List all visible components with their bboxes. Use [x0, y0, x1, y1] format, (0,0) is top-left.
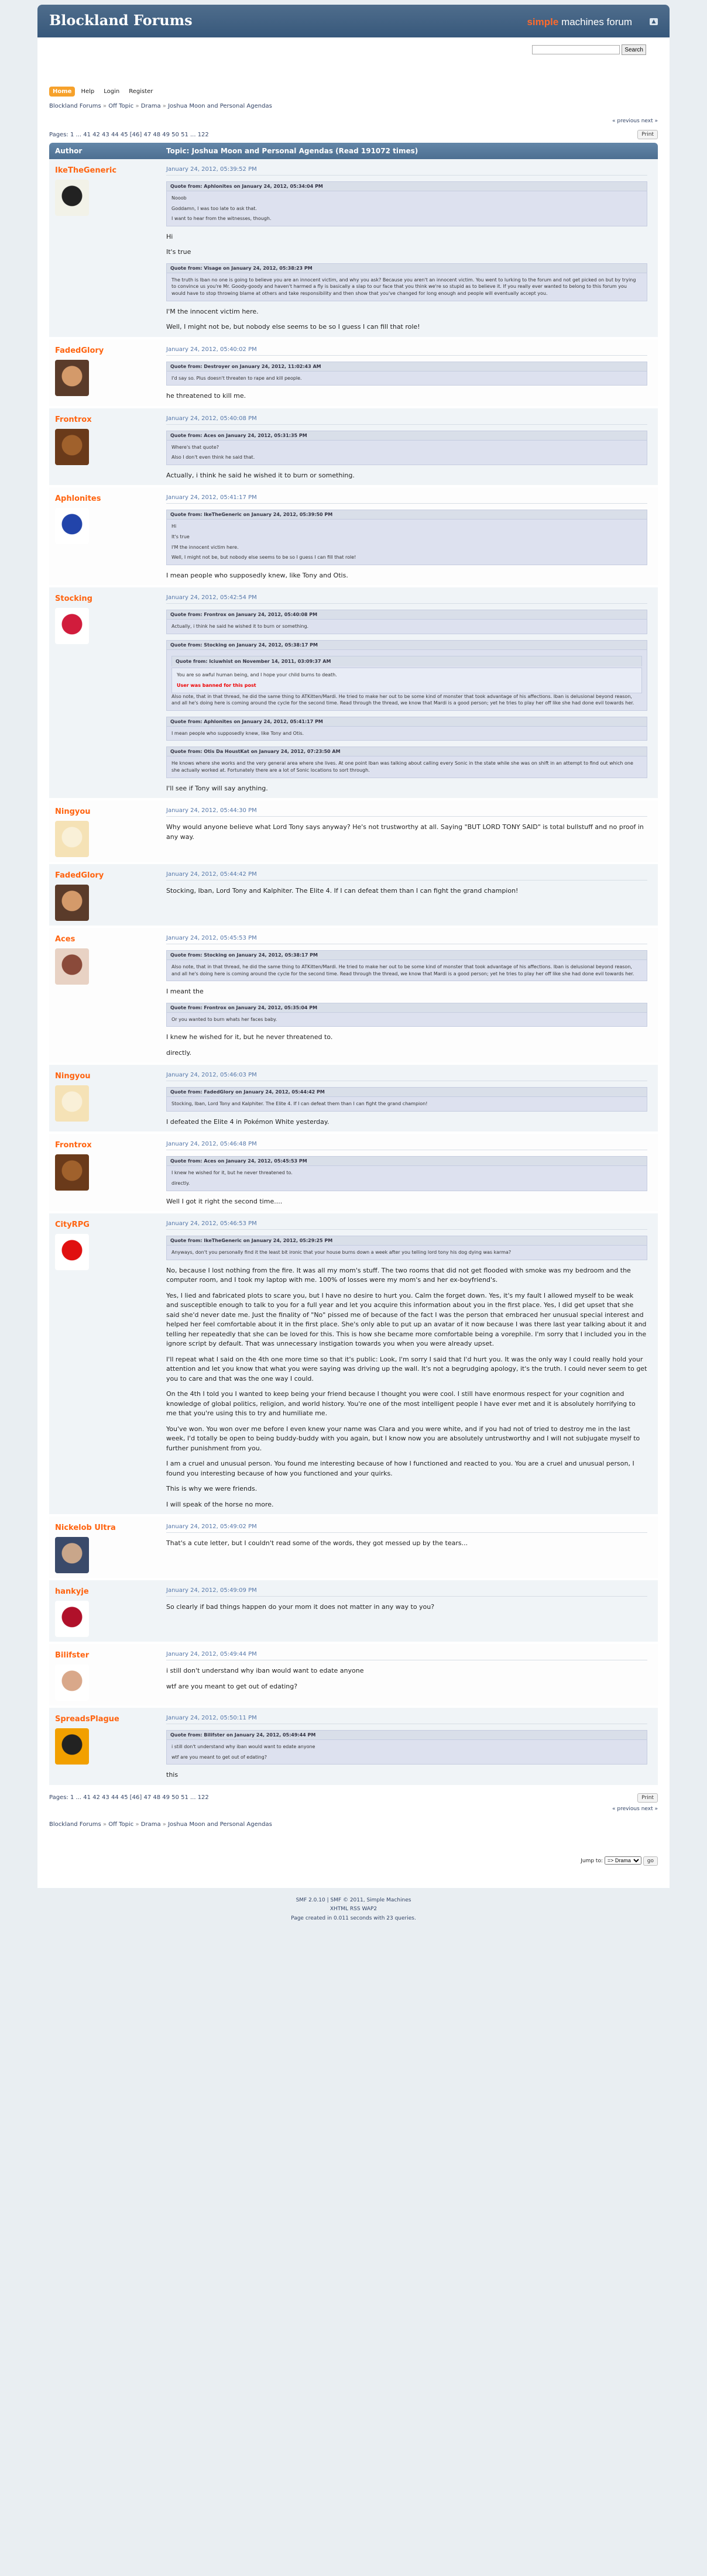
- breadcrumb-link[interactable]: Joshua Moon and Personal Agendas: [168, 103, 272, 109]
- prev-next-link[interactable]: « previous next »: [612, 118, 658, 124]
- post-text: he threatened to kill me.: [166, 392, 246, 400]
- quote-text: It's true: [171, 534, 190, 539]
- main-menu: [49, 87, 156, 97]
- post-body: [166, 805, 652, 857]
- quote-header[interactable]: Quote from: Frontrox on January 24, 2012, 05:40:08 PM: [166, 610, 647, 619]
- post-date[interactable]: January 24, 2012, 05:44:42 PM: [166, 871, 647, 881]
- quote-header[interactable]: Quote from: Aces on January 24, 2012, 05:31:35 PM: [166, 431, 647, 440]
- post: [49, 587, 658, 800]
- poster-info: [55, 164, 166, 332]
- post-body: [166, 1649, 652, 1701]
- post: [49, 800, 658, 864]
- poster-info: [55, 413, 166, 481]
- quote-text: Where's that quote?: [171, 444, 219, 450]
- post-body: [166, 1521, 652, 1573]
- avatar: [55, 1537, 89, 1573]
- post-text: Hi: [166, 232, 173, 240]
- post-body: [166, 1585, 652, 1637]
- poster-name[interactable]: Aces: [55, 935, 75, 944]
- post-text: I meant the: [166, 988, 204, 996]
- post: [49, 1134, 658, 1213]
- post-text: wtf are you meant to get out of edating?: [166, 1682, 298, 1690]
- poster-name[interactable]: Frontrox: [55, 1141, 92, 1150]
- quote-box: [166, 1096, 647, 1112]
- poster-name[interactable]: Nickelob Ultra: [55, 1523, 116, 1533]
- quote-text: You are so awful human being, and I hope your child burns to death.: [177, 672, 337, 678]
- quote-box: [171, 668, 642, 693]
- avatar: [55, 1085, 89, 1122]
- post: [49, 1065, 658, 1134]
- avatar: [55, 948, 89, 985]
- quote-box: [166, 1739, 647, 1765]
- post-date[interactable]: January 24, 2012, 05:46:03 PM: [166, 1072, 647, 1081]
- quote-text: wtf are you meant to get out of edating?: [171, 1754, 267, 1760]
- post-date[interactable]: January 24, 2012, 05:44:30 PM: [166, 807, 647, 817]
- quote-box: [166, 619, 647, 634]
- post-date[interactable]: January 24, 2012, 05:49:09 PM: [166, 1587, 647, 1597]
- post-text: I will speak of the horse no more.: [166, 1500, 274, 1508]
- quote-text: Nooob: [171, 195, 187, 201]
- quote-text: Also note, that in that thread, he did the same thing to ATKitten/Mardi. He tried to make her out to be some kind of monster that took advantage of his affections. Iban is delusional beyond reason, and all he's doing here is coming around the cycle for the second time. Read through the thread, we know that Mardi is a good person; yet he tries to play her off like she had done evil towards her.: [171, 964, 634, 976]
- smf-logo: simple machines forum: [527, 16, 632, 27]
- footer: SMF 2.0.10 | SMF © 2011, Simple Machines XHTML RSS WAP2 Page created in 0.011 seconds with 23 queries.: [291, 1897, 416, 1921]
- post-date[interactable]: January 24, 2012, 05:46:48 PM: [166, 1141, 647, 1150]
- post-text: i still don't understand why iban would want to edate anyone: [166, 1667, 364, 1675]
- poster-name[interactable]: FadedGlory: [55, 871, 104, 881]
- post-text: Stocking, Iban, Lord Tony and Kalphiter. The Elite 4. If I can defeat them than I can fight the grand champion!: [166, 887, 519, 895]
- post-text: Actually, i think he said he wished it to burn or something.: [166, 471, 355, 479]
- quote-box: [166, 371, 647, 386]
- breadcrumb-link[interactable]: Drama: [140, 103, 161, 109]
- search-input[interactable]: [532, 45, 620, 54]
- quote-text: I mean people who supposedly knew, like Tony and Otis.: [171, 730, 304, 736]
- avatar: [55, 508, 89, 544]
- poster-info: [55, 1521, 166, 1573]
- jump-select[interactable]: [605, 1856, 641, 1865]
- quote-header[interactable]: Quote from: Otis Da HoustKat on January 24, 2012, 07:23:50 AM: [166, 747, 647, 756]
- breadcrumb-link[interactable]: Joshua Moon and Personal Agendas: [168, 1821, 272, 1828]
- avatar: [55, 180, 89, 216]
- quote-text: Well, I might not be, but nobody else seems to be so I guess I can fill that role!: [171, 555, 356, 560]
- post-text: directly.: [166, 1048, 191, 1057]
- menu-item-home[interactable]: Home: [49, 87, 75, 97]
- quote-box: [166, 959, 647, 981]
- poster-info: [55, 1712, 166, 1780]
- quote-text: i still don't understand why iban would want to edate anyone: [171, 1744, 315, 1750]
- menu-item-login[interactable]: Login: [104, 88, 120, 95]
- quote-text: Goddamn, I was too late to ask that.: [171, 205, 257, 211]
- poster-name[interactable]: Ningyou: [55, 1072, 91, 1081]
- poster-info: [55, 1218, 166, 1509]
- post-body: [166, 1069, 652, 1127]
- quote-text: directly.: [171, 1181, 190, 1186]
- poster-info: [55, 492, 166, 580]
- post-text: That's a cute letter, but I couldn't read some of the words, they got messed up by the tears...: [166, 1539, 468, 1547]
- quote-text: Stocking, Iban, Lord Tony and Kalphiter. The Elite 4. If I can defeat them than I can fight the grand champion!: [171, 1101, 428, 1107]
- post-text: I am a cruel and unusual person. You found me interesting because of how I functioned and reacted to you. You are a cruel and unusual person, I found you interesting because of how you functioned and your quirks.: [166, 1460, 634, 1477]
- quote-header[interactable]: Quote from: IkeTheGeneric on January 24, 2012, 05:29:25 PM: [166, 1236, 647, 1245]
- jump-go-button[interactable]: go: [643, 1856, 658, 1866]
- quote-header[interactable]: Quote from: FadedGlory on January 24, 2012, 05:44:42 PM: [166, 1087, 647, 1096]
- quote-box: [166, 1165, 647, 1191]
- post-text: I'll see if Tony will say anything.: [166, 784, 268, 792]
- post-body: [166, 344, 652, 401]
- avatar: [55, 1234, 89, 1270]
- post-text: Well I got it right the second time....: [166, 1197, 283, 1205]
- quote-box: [166, 649, 647, 711]
- post-text: I'll repeat what I said on the 4th one more time so that it's public: Look, I'm sorry I said that I'd hurt you. It was the only way I could really hold your attention and let you know that what you were saying was driving up the wall. It's not a begrudging apology, it's the truth. I could never seem to get you to care and that was the one way I could.: [166, 1355, 647, 1382]
- pagination-bottom: Pages: 1 ... 41 42 43 44 45 [46] 47 48 49 50 51 ... 122 Print: [49, 1793, 658, 1803]
- collapse-icon[interactable]: ▲: [650, 18, 658, 25]
- post: [49, 1516, 658, 1580]
- avatar: [55, 429, 89, 465]
- breadcrumb-link[interactable]: Off Topic: [108, 1821, 134, 1828]
- quote-box: [166, 726, 647, 741]
- quote-header[interactable]: Quote from: Visage on January 24, 2012, 05:38:23 PM: [166, 263, 647, 273]
- quote-header[interactable]: Quote from: Aces on January 24, 2012, 05:45:53 PM: [166, 1156, 647, 1165]
- post-text: You've won. You won over me before I even knew your name was Clara and you were white, and if you had not of tried to destroy me in the last week, I'd totally be open to being buddy-buddy with you again, but I know now you are absolutely untrustworthy and I will not subjugate myself to further punishment from you.: [166, 1425, 640, 1452]
- quote-box: [166, 191, 647, 226]
- post-text: It's true: [166, 248, 191, 256]
- poster-info: [55, 1139, 166, 1206]
- poster-name[interactable]: Stocking: [55, 594, 92, 604]
- pagination-top: Pages: 1 ... 41 42 43 44 45 [46] 47 48 49 50 51 ... 122 Print: [49, 130, 658, 139]
- poster-name[interactable]: hankyje: [55, 1587, 89, 1597]
- post-list: [49, 159, 658, 1787]
- poster-info: [55, 869, 166, 921]
- poster-name[interactable]: CityRPG: [55, 1220, 90, 1230]
- print-button-bottom[interactable]: Print: [637, 1793, 658, 1803]
- quote-header[interactable]: Quote from: Aphlonites on January 24, 2012, 05:34:04 PM: [166, 181, 647, 191]
- quote-box: [166, 1245, 647, 1260]
- post-body: [166, 1218, 652, 1509]
- quote-box: [166, 519, 647, 565]
- post-text: I mean people who supposedly knew, like Tony and Otis.: [166, 571, 348, 579]
- post-text: this: [166, 1771, 179, 1779]
- topic-header: [49, 143, 658, 159]
- post-date[interactable]: January 24, 2012, 05:49:02 PM: [166, 1523, 647, 1533]
- post-text: So clearly if bad things happen do your mom it does not matter in any way to you?: [166, 1603, 435, 1611]
- breadcrumb-link[interactable]: Blockland Forums: [49, 103, 101, 109]
- quote-box: [166, 1012, 647, 1027]
- quote-text: Also note, that in that thread, he did the same thing to ATKitten/Mardi. He tried to make her out to be some kind of monster that took advantage of his affections. Iban is delusional beyond reason, and all he's doing here is coming around the cycle for the second time. Read through the thread, we know that Mardi is a good person; yet he tries to play her off like she had done evil towards her.: [171, 693, 634, 706]
- forum-title[interactable]: Blockland Forums: [49, 12, 193, 29]
- breadcrumb-link[interactable]: Drama: [140, 1821, 161, 1828]
- post-text: On the 4th I told you I wanted to keep being your friend because I thought you were cool. I still have enormous respect for your cognition and knowledge of global politics, religion, and world history. You're one of the most intelligent people I have ever met and it is absolutely horrifying to me that you're using this to try and humiliate me.: [166, 1390, 636, 1418]
- post: [49, 1644, 658, 1708]
- post-date[interactable]: January 24, 2012, 05:41:17 PM: [166, 494, 647, 504]
- post: [49, 339, 658, 408]
- poster-name[interactable]: SpreadsPlague: [55, 1715, 119, 1724]
- post-body: [166, 164, 652, 332]
- topic-title: Topic: Joshua Moon and Personal Agendas (Read 191072 times): [166, 147, 418, 155]
- post-date[interactable]: January 24, 2012, 05:46:53 PM: [166, 1220, 647, 1230]
- post: [49, 864, 658, 928]
- quote-text: Hi: [171, 524, 177, 529]
- quote-box: [166, 756, 647, 778]
- quote-header[interactable]: Quote from: Destroyer on January 24, 2012, 11:02:43 AM: [166, 362, 647, 371]
- post-date[interactable]: January 24, 2012, 05:39:52 PM: [166, 166, 647, 176]
- avatar: [55, 821, 89, 857]
- post-text: Why would anyone believe what Lord Tony says anyway? He's not trustworthy at all. Saying "BUT LORD TONY SAID" is total bullstuff and no proof in any way.: [166, 823, 644, 841]
- poster-name[interactable]: Frontrox: [55, 415, 92, 424]
- post-date[interactable]: January 24, 2012, 05:45:53 PM: [166, 935, 647, 944]
- poster-name[interactable]: Bilifster: [55, 1651, 90, 1660]
- post-body: [166, 1712, 652, 1780]
- poster-info: [55, 1069, 166, 1127]
- quote-text: The truth is Iban no one is going to believe you are an innocent victim, and why you ask? Because you aren't an innocent victim. You went to lurking to the forum and not get picked on but by trying to convince us you're Mr. Goody-goody and haven't harmed a fly is basically a slap to our face that you think we're so stupid as to believe it. If you really ever wanted to belong to this forum you would have to stop throwing blame at others and take responsibility and then show that you've changed for long enough and people will eventually accept you.: [171, 277, 636, 296]
- quote-box: [166, 273, 647, 301]
- poster-name[interactable]: Aphlonites: [55, 494, 101, 504]
- quote-text: I want to hear from the witnesses, though.: [171, 216, 272, 222]
- poster-info: [55, 805, 166, 857]
- poster-name[interactable]: Ningyou: [55, 807, 91, 817]
- breadcrumb-link[interactable]: Blockland Forums: [49, 1821, 101, 1828]
- quote-text: Anyways, don't you personally find it the least bit ironic that your house burns down a week after you telling lord tony his dog dying was karma?: [171, 1250, 512, 1256]
- page-list-bottom[interactable]: 1 ... 41 42 43 44 45 [46] 47 48 49 50 51 ... 122: [70, 1794, 209, 1801]
- post-text: No, because I lost nothing from the fire. It was all my mom's stuff. The two rooms that did not get flooded with smoke was my bedroom and the computer room, and I took my laptop with me. 100% of losses were my mom's and her ex-boyfriend's.: [166, 1266, 631, 1284]
- quote-header[interactable]: Quote from: Bilifster on January 24, 2012, 05:49:44 PM: [166, 1730, 647, 1739]
- avatar: [55, 885, 89, 921]
- post: [49, 1708, 658, 1787]
- poster-info: [55, 1649, 166, 1701]
- search-box: [532, 44, 646, 55]
- avatar: [55, 360, 89, 396]
- post-text: Well, I might not be, but nobody else seems to be so I guess I can fill that role!: [166, 323, 420, 331]
- quote-header[interactable]: Quote from: Frontrox on January 24, 2012, 05:35:04 PM: [166, 1003, 647, 1012]
- post: [49, 1580, 658, 1644]
- quote-header[interactable]: Quote from: Stocking on January 24, 2012, 05:38:17 PM: [166, 640, 647, 649]
- post-body: [166, 492, 652, 580]
- post: [49, 159, 658, 339]
- page-list[interactable]: 1 ... 41 42 43 44 45 [46] 47 48 49 50 51 ... 122: [70, 131, 209, 138]
- post-text: I defeated the Elite 4 in Pokémon White yesterday.: [166, 1117, 330, 1126]
- poster-info: [55, 1585, 166, 1637]
- quote-text: He knows where she works and the very general area where she lives. At one point Iban was talking about calling every Sonic in the state while she was on shift in an attempt to find out which one she actually worked at. Fortunately there are a lot of Sonic locations to sort through.: [171, 761, 633, 773]
- post-text: Yes, I lied and fabricated plots to scare you, but I have no desire to hurt you. Calm the forget down. Yes, it's my fault I allowed myself to be weak and susceptible enough to talk to you for a full year and let you acquire this information about you in the first place. Yes, I did get upset that she said she'd never date me. Just the finality of "No" pissed me of because of the fact I was the person that embraced her unusual special interest and helped her feel comfortable about it in the first place. She's only able to put up an avatar of it now because I was there last year talking about it and telling her repeatedly that she can be loved for this. This is how she became more comfortable being a vorephile. I'm sorry that I included you in the ignore script by default. That was unnecessary instigation towards you when you were already upset.: [166, 1291, 647, 1348]
- avatar: [55, 1664, 89, 1701]
- quote-text: I'M the innocent victim here.: [171, 544, 239, 550]
- post-date[interactable]: January 24, 2012, 05:40:08 PM: [166, 415, 647, 425]
- quote-text: Or you wanted to burn whats her faces baby.: [171, 1016, 277, 1022]
- post-date[interactable]: January 24, 2012, 05:49:44 PM: [166, 1651, 647, 1660]
- avatar: [55, 1728, 89, 1765]
- author-column-label: Author: [55, 147, 83, 155]
- header: [37, 5, 670, 37]
- poster-info: [55, 933, 166, 1058]
- post-date[interactable]: January 24, 2012, 05:50:11 PM: [166, 1715, 647, 1724]
- userbar: [49, 44, 658, 95]
- poster-name[interactable]: IkeTheGeneric: [55, 166, 117, 175]
- breadcrumb-bottom: Blockland Forums » Off Topic » Drama » Joshua Moon and Personal Agendas: [49, 1821, 272, 1828]
- post-body: [166, 933, 652, 1058]
- menu-item-register[interactable]: Register: [129, 88, 153, 95]
- post-text: I knew he wished for it, but he never threatened to.: [166, 1033, 333, 1041]
- print-button[interactable]: Print: [637, 130, 658, 139]
- avatar: [55, 1601, 89, 1637]
- quote-text: I knew he wished for it, but he never threatened to.: [171, 1170, 293, 1176]
- quote-header[interactable]: Quote from: Stocking on January 24, 2012, 05:38:17 PM: [166, 950, 647, 959]
- search-button[interactable]: Search: [622, 44, 646, 55]
- post: [49, 408, 658, 488]
- poster-info: [55, 592, 166, 793]
- post-body: [166, 869, 652, 921]
- quote-text: User was banned for this post: [177, 683, 256, 688]
- quote-header[interactable]: Quote from: Aphlonites on January 24, 2012, 05:41:17 PM: [166, 717, 647, 726]
- quote-box: [166, 440, 647, 465]
- post-body: [166, 592, 652, 793]
- post-text: This is why we were friends.: [166, 1485, 258, 1493]
- post-body: [166, 1139, 652, 1206]
- quote-text: Also I don't even think he said that.: [171, 455, 255, 460]
- post-date[interactable]: January 24, 2012, 05:42:54 PM: [166, 594, 647, 604]
- quote-header[interactable]: Quote from: Iciuwhist on November 14, 2011, 03:09:37 AM: [171, 656, 642, 667]
- post-date[interactable]: January 24, 2012, 05:40:02 PM: [166, 346, 647, 356]
- poster-info: [55, 344, 166, 401]
- quote-header[interactable]: Quote from: IkeTheGeneric on January 24, 2012, 05:39:50 PM: [166, 510, 647, 519]
- jump-to: Jump to: => Drama go: [49, 1856, 658, 1865]
- post-text: I'M the innocent victim here.: [166, 307, 259, 315]
- post: [49, 487, 658, 587]
- post: [49, 1213, 658, 1516]
- breadcrumb-link[interactable]: Off Topic: [108, 103, 134, 109]
- menu-item-help[interactable]: Help: [81, 88, 95, 95]
- breadcrumb: Blockland Forums » Off Topic » Drama » Joshua Moon and Personal Agendas: [49, 103, 272, 109]
- quote-text: Actually, i think he said he wished it to burn or something.: [171, 624, 309, 630]
- quote-text: I'd say so. Plus doesn't threaten to rape and kill people.: [171, 375, 302, 381]
- post: [49, 928, 658, 1065]
- avatar: [55, 1154, 89, 1191]
- prev-next-link-bottom[interactable]: « previous next »: [612, 1805, 658, 1812]
- post-body: [166, 413, 652, 481]
- poster-name[interactable]: FadedGlory: [55, 346, 104, 355]
- avatar: [55, 608, 89, 644]
